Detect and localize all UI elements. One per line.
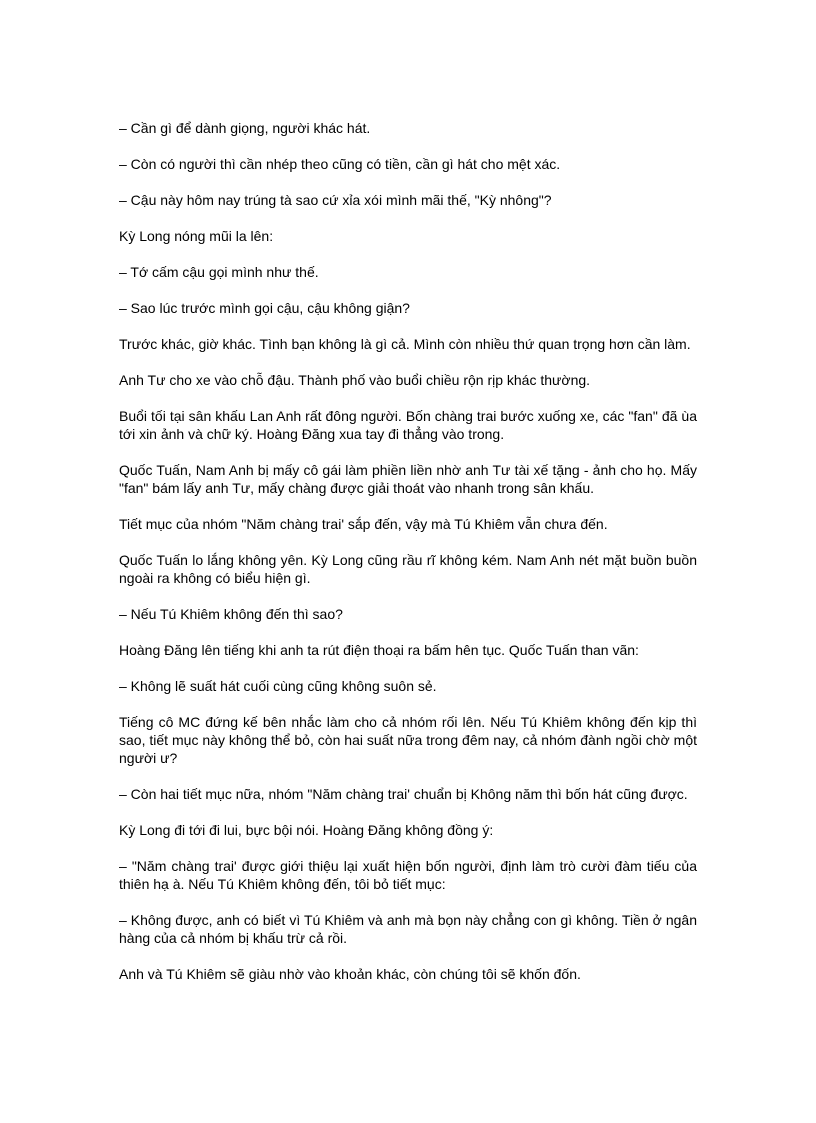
paragraph: – Còn có người thì cần nhép theo cũng có tiền, cần gì hát cho mệt xác. xyxy=(119,156,561,172)
paragraph: Buổi tối tại sân khấu Lan Anh rất đông người. Bốn chàng trai bước xuống xe, các "fan" đã ùa tới xin ảnh và chữ ký. Hoàng Đăng xua tay đi thẳng vào trong. xyxy=(119,408,697,442)
paragraph: Trước khác, giờ khác. Tình bạn không là gì cả. Mình còn nhiều thứ quan trọng hơn cần làm. xyxy=(119,336,691,352)
paragraph: Anh và Tú Khiêm sẽ giàu nhờ vào khoản khác, còn chúng tôi sẽ khốn đốn. xyxy=(119,966,581,982)
paragraph: – Cậu này hôm nay trúng tà sao cứ xỉa xói mình mãi thế, "Kỳ nhông"? xyxy=(119,192,552,208)
paragraph: – Không lẽ suất hát cuối cùng cũng không suôn sẻ. xyxy=(119,678,437,694)
paragraph: Quốc Tuấn, Nam Anh bị mấy cô gái làm phiền liền nhờ anh Tư tài xế tặng - ảnh cho họ. Mấy "fan" bám lấy anh Tư, mấy chàng được giải thoát vào nhanh trong sân khấu. xyxy=(119,462,697,496)
document-page xyxy=(119,119,697,1001)
paragraph: Kỳ Long nóng mũi la lên: xyxy=(119,228,274,244)
paragraph: Tiết mục của nhóm "Năm chàng trai' sắp đến, vậy mà Tú Khiêm vẫn chưa đến. xyxy=(119,516,608,532)
paragraph: Quốc Tuấn lo lắng không yên. Kỳ Long cũng rầu rĩ không kém. Nam Anh nét mặt buồn buồn ngoài ra không có biểu hiện gì. xyxy=(119,552,697,586)
paragraph: Anh Tư cho xe vào chỗ đậu. Thành phố vào buổi chiều rộn rịp khác thường. xyxy=(119,372,591,388)
paragraph: – Sao lúc trước mình gọi cậu, cậu không giận? xyxy=(119,300,410,316)
paragraph: Tiếng cô MC đứng kế bên nhắc làm cho cả nhóm rối lên. Nếu Tú Khiêm không đến kịp thì sao, tiết mục này không thể bỏ, còn hai suất nữa trong đêm nay, cả nhóm đành ngồi chờ một người ư? xyxy=(119,714,697,766)
paragraph: – Nếu Tú Khiêm không đến thì sao? xyxy=(119,606,343,622)
paragraph: Hoàng Đăng lên tiếng khi anh ta rút điện thoại ra bấm hên tục. Quốc Tuấn than vãn: xyxy=(119,642,639,658)
paragraph: – "Năm chàng trai' được giới thiệu lại xuất hiện bốn người, định làm trò cười đàm tiếu của thiên hạ à. Nếu Tú Khiêm không đến, tôi bỏ tiết mục: xyxy=(119,858,697,892)
paragraph: – Tớ cấm cậu gọi mình như thế. xyxy=(119,264,319,280)
paragraph: – Cần gì để dành giọng, người khác hát. xyxy=(119,120,371,136)
paragraph: – Không được, anh có biết vì Tú Khiêm và anh mà bọn này chẳng con gì không. Tiền ở ngân hàng của cả nhóm bị khấu trừ cả rồi. xyxy=(119,912,697,946)
paragraph: – Còn hai tiết mục nữa, nhóm "Năm chàng trai' chuẩn bị Không năm thì bốn hát cũng được. xyxy=(119,786,688,802)
paragraph: Kỳ Long đi tới đi lui, bực bội nói. Hoàng Đăng không đồng ý: xyxy=(119,822,494,838)
